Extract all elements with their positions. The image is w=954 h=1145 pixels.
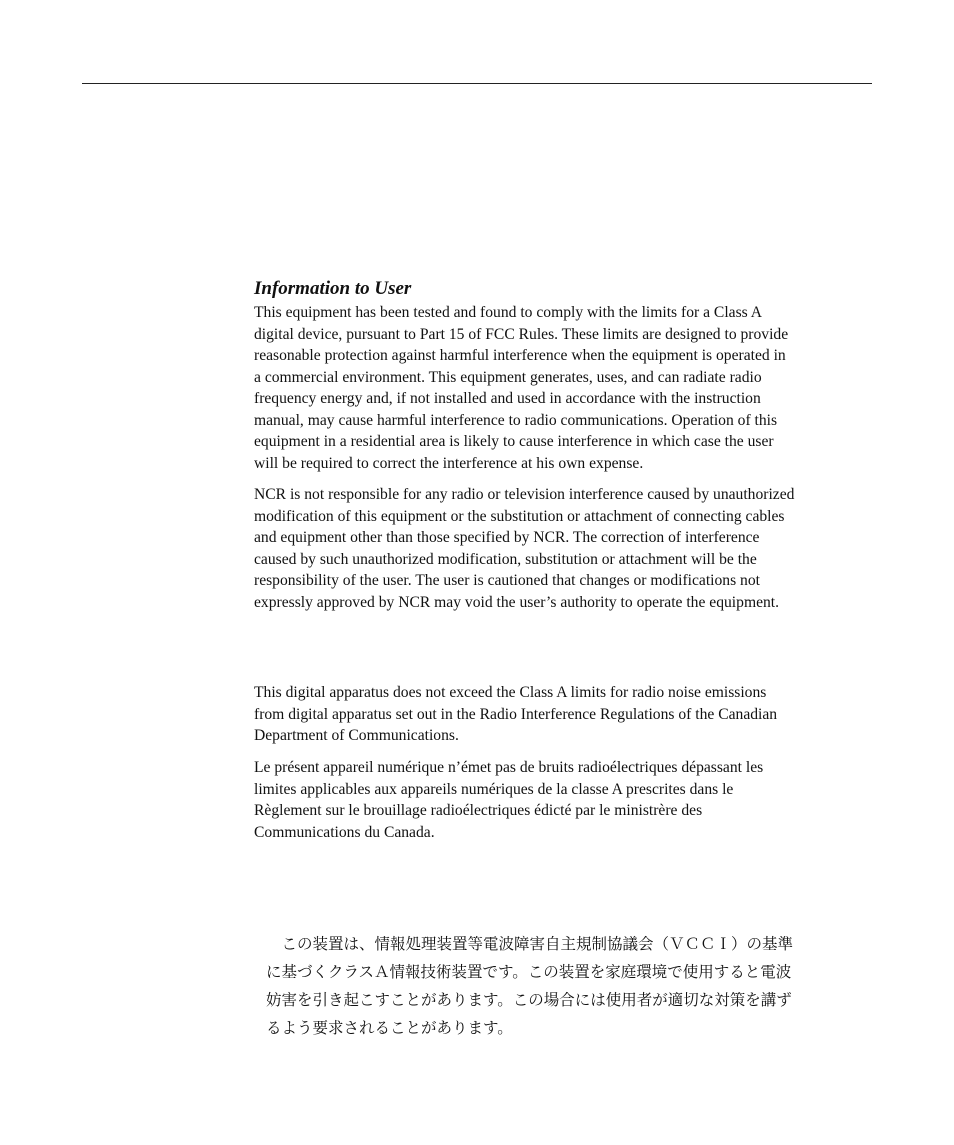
canada-paragraph-french: Le présent appareil numérique n’émet pas de bruits radioélectriques dépassant les limites applicables aux appareils numériques de la classe A prescrites dans le Règlement sur le brouillage radioélectriques édicté par le ministrère des Communications du Canada. [254, 759, 764, 841]
header-rule [82, 83, 872, 84]
vcci-paragraph-japanese: この装置は、情報処理装置等電波障害自主規制協議会（ＶＣＣＩ）の基準 に基づくクラスＡ情報技術装置です。この装置を家庭環境で使用すると電波 妨害を引き起こすことがあります。この場合には使用者が適切な対策を講ず るよう要求されることがあります。 [266, 935, 794, 1037]
canada-paragraph-english: This digital apparatus does not exceed the Class A limits for radio noise emissions from digital apparatus set out in the Radio Interference Regulations of the Canadian Department of Communications. [254, 684, 778, 744]
fcc-paragraph-2: NCR is not responsible for any radio or television interference caused by unauthorized modification of this equipment or the substitution or attachment of connecting cables and equipment other than those specified by NCR. The correction of interference caused by such unauthorized modification, substitution or attachment will be the responsibility of the user. The user is cautioned that changes or modifications not expressly approved by NCR may void the user’s authority to operate the equipment. [254, 486, 795, 611]
fcc-paragraph-1: This equipment has been tested and found to comply with the limits for a Class A digital device, pursuant to Part 15 of FCC Rules. These limits are designed to provide reasonable protection against harmful interference when the equipment is operated in a commercial environment. This equipment generates, uses, and can radiate radio frequency energy and, if not installed and used in accordance with the instruction manual, may cause harmful interference to radio communications. Operation of this equipment in a residential area is likely to cause interference in which case the user will be required to correct the interference at his own expense. [254, 304, 789, 472]
fcc-heading: Information to User [254, 278, 412, 299]
